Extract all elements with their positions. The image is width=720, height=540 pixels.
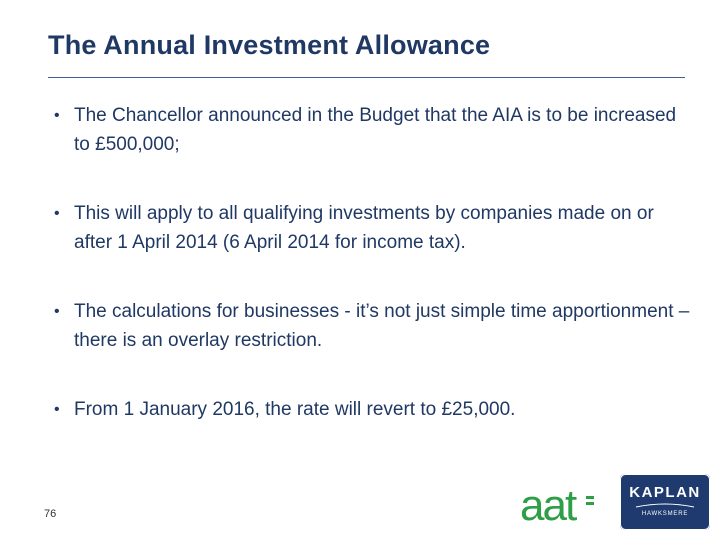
title-divider [48,77,685,78]
bullet-text: The calculations for businesses - it’s not just simple time apportionment – there is an overlay restriction. [74,301,690,351]
bullet-item [50,101,690,159]
bullet-icon: • [54,303,60,320]
bullet-icon: • [54,205,60,222]
svg-text:aat: aat [520,484,576,526]
bullet-text: This will apply to all qualifying investments by companies made on or after 1 April 2014 (6 April 2014 for income tax). [74,203,654,253]
bullet-text: The Chancellor announced in the Budget that the AIA is to be increased to £500,000; [74,105,677,155]
bullet-list [50,101,690,424]
kaplan-logo-icon [620,474,710,530]
bullet-icon: • [54,107,60,124]
aat-logo-icon [520,484,596,526]
bullet-text: From 1 January 2016, the rate will revert to £25,000. [74,399,516,420]
bullet-item [50,395,690,424]
slide-title: The Annual Investment Allowance [48,30,491,60]
bullet-item [50,297,690,355]
kaplan-subtext: HAWKSMERE [641,511,689,517]
kaplan-wordmark: KAPLAN [629,484,701,501]
kaplan-logo-frame [620,474,710,530]
bullet-icon: • [54,401,60,418]
bullet-item [50,199,690,257]
page-number: 76 [44,508,57,520]
